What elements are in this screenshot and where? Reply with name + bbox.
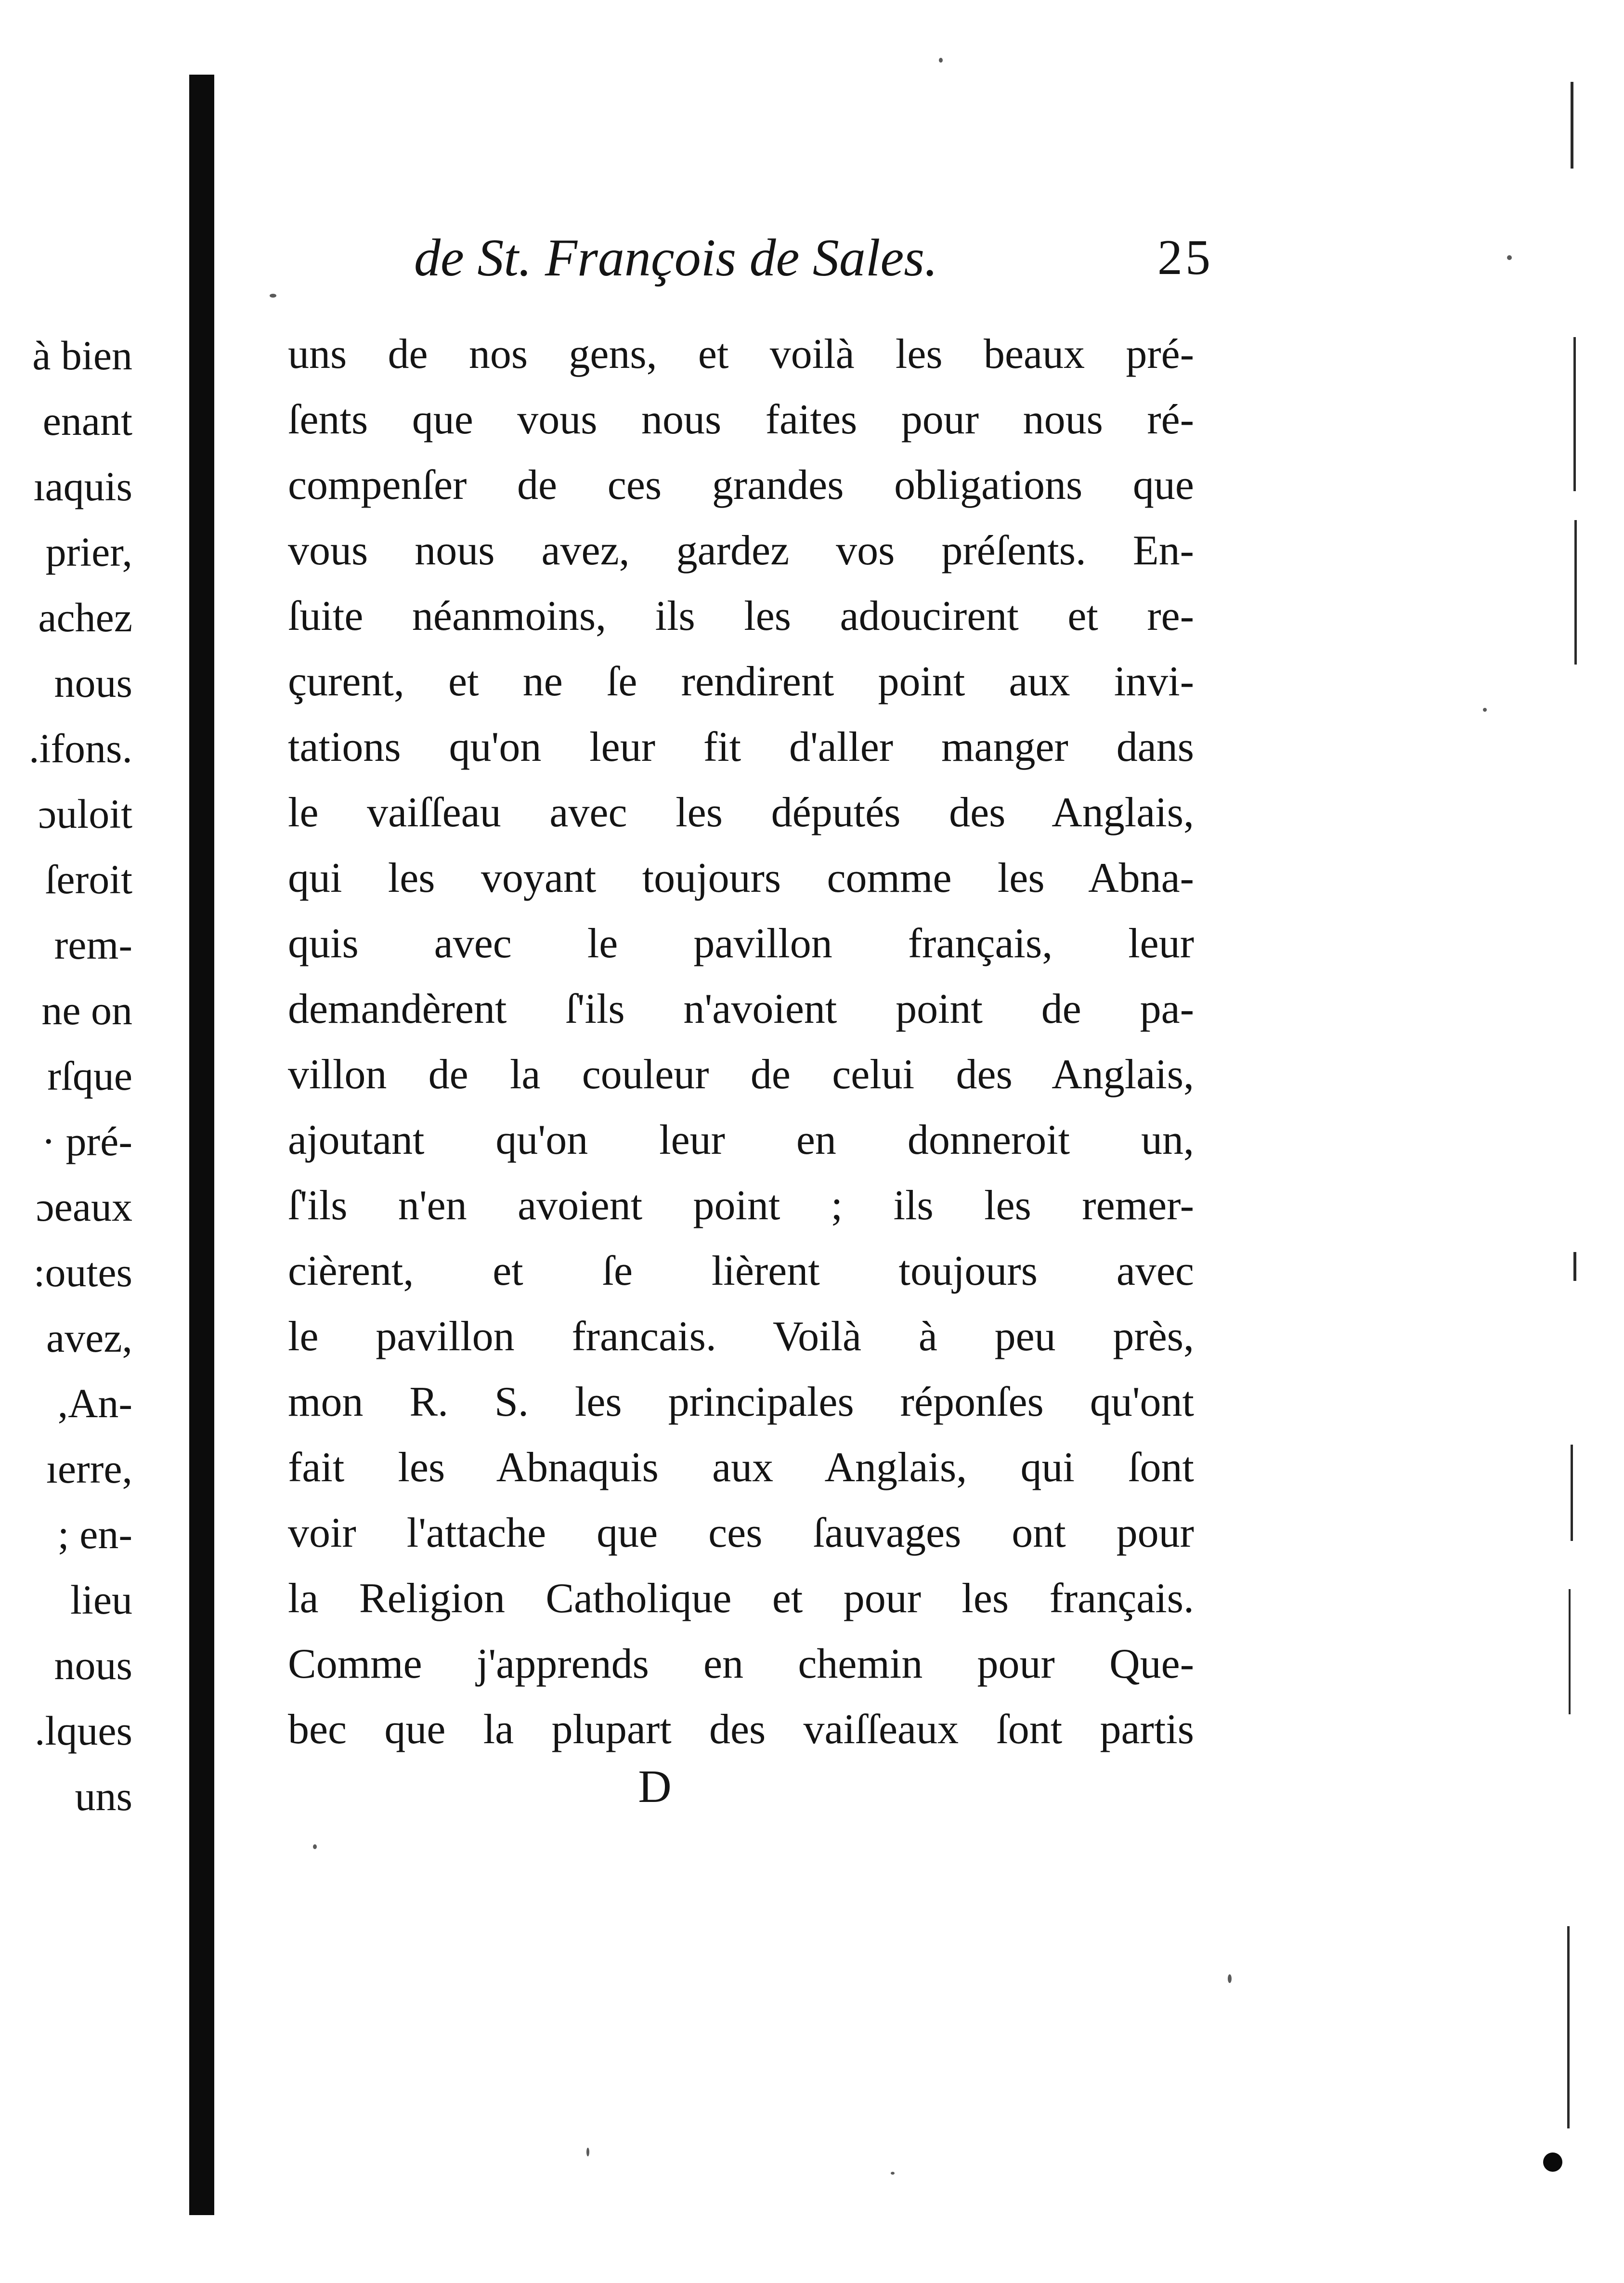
edge-scan-artifact xyxy=(1571,1445,1573,1541)
text-line: Comme j'apprends en chemin pour Que- xyxy=(288,1641,1194,1687)
edge-scan-artifact xyxy=(1567,1926,1570,2128)
text-line: bec que la plupart des vaiſſeaux ſont partis xyxy=(288,1706,1194,1753)
text-line: la Religion Catholique et pour les français. xyxy=(288,1575,1194,1622)
text-line: tations qu'on leur fit d'aller manger dans xyxy=(288,724,1194,770)
fragment-line: ,An- xyxy=(57,1380,132,1426)
fragment-line: ɔuloit xyxy=(38,791,132,837)
edge-scan-artifact xyxy=(1569,1589,1571,1714)
text-line: quis avec le pavillon français, leur xyxy=(288,920,1194,967)
running-head xyxy=(414,226,1213,289)
edge-scan-artifact xyxy=(1573,337,1576,491)
speck xyxy=(891,2172,895,2175)
edge-ink-blot xyxy=(1543,2153,1562,2172)
fragment-line: ne on xyxy=(41,987,132,1033)
text-line: villon de la couleur de celui des Anglais, xyxy=(288,1051,1194,1098)
text-line: compenſer de ces grandes obligations que xyxy=(288,462,1194,509)
text-line: ſ'ils n'en avoient point ; ils les remer- xyxy=(288,1182,1194,1229)
text-line: cièrent, et ſe lièrent toujours avec xyxy=(288,1248,1194,1294)
text-line: fait les Abnaquis aux Anglais, qui ſont xyxy=(288,1444,1194,1491)
speck xyxy=(1507,255,1512,260)
edge-scan-artifact xyxy=(1571,82,1573,169)
speck xyxy=(313,1844,317,1849)
fragment-line: ſeroit xyxy=(45,856,132,902)
fragment-line: avez, xyxy=(46,1315,132,1361)
text-line: voir l'attache que ces ſauvages ont pour xyxy=(288,1510,1194,1556)
speck xyxy=(1483,708,1487,712)
text-line: çurent, et ne ſe rendirent point aux invi- xyxy=(288,658,1194,705)
speck xyxy=(586,2148,589,2156)
fragment-line: uns xyxy=(75,1773,132,1819)
signature-mark: D xyxy=(638,1761,672,1812)
fragment-line: .lques xyxy=(34,1708,132,1754)
fragment-line: à bien xyxy=(32,332,132,378)
text-line: ſents que vous nous faites pour nous ré- xyxy=(288,396,1194,443)
text-line: uns de nos gens, et voilà les beaux pré- xyxy=(288,331,1194,378)
text-line: le vaiſſeau avec les députés des Anglais, xyxy=(288,789,1194,836)
page-number: 25 xyxy=(1157,230,1213,285)
text-line: demandèrent ſ'ils n'avoient point de pa- xyxy=(288,986,1194,1032)
fragment-line: :outes xyxy=(33,1249,132,1295)
fragment-line: achez xyxy=(38,594,132,640)
edge-scan-artifact xyxy=(1573,1252,1576,1281)
fragment-line: prier, xyxy=(45,529,132,575)
fragment-line: ıerre, xyxy=(46,1446,132,1492)
edge-scan-artifact xyxy=(1574,520,1577,665)
text-line: ſuite néanmoins, ils les adoucirent et re- xyxy=(288,593,1194,639)
fragment-line: · pré- xyxy=(41,1118,132,1164)
fragment-line: nous xyxy=(54,1642,132,1688)
text-line: ajoutant qu'on leur en donneroit un, xyxy=(288,1117,1194,1163)
fragment-line: rem- xyxy=(54,922,132,968)
text-line: le pavillon francais. Voilà à peu près, xyxy=(288,1313,1194,1360)
running-title: de St. François de Sales. xyxy=(414,228,938,287)
text-line: vous nous avez, gardez vos préſents. En- xyxy=(288,527,1194,574)
speck xyxy=(1228,1974,1232,1983)
text-line: mon R. S. les principales réponſes qu'ont xyxy=(288,1379,1194,1425)
fragment-line: lieu xyxy=(70,1577,132,1623)
fragment-line: enant xyxy=(42,398,132,444)
binding-gutter-shadow xyxy=(189,75,214,2215)
fragment-line: ıaquis xyxy=(33,463,132,509)
fragment-line: ɔeaux xyxy=(36,1184,132,1230)
body-text xyxy=(288,322,1194,1762)
speck xyxy=(270,294,276,298)
text-line: qui les voyant toujours comme les Abna- xyxy=(288,855,1194,901)
fragment-line: rſque xyxy=(47,1053,132,1099)
fragment-line: .ifons. xyxy=(29,725,132,771)
previous-page-fragments xyxy=(0,323,132,1829)
fragment-line: ; en- xyxy=(57,1511,132,1557)
speck xyxy=(939,58,943,63)
fragment-line: nous xyxy=(54,660,132,706)
